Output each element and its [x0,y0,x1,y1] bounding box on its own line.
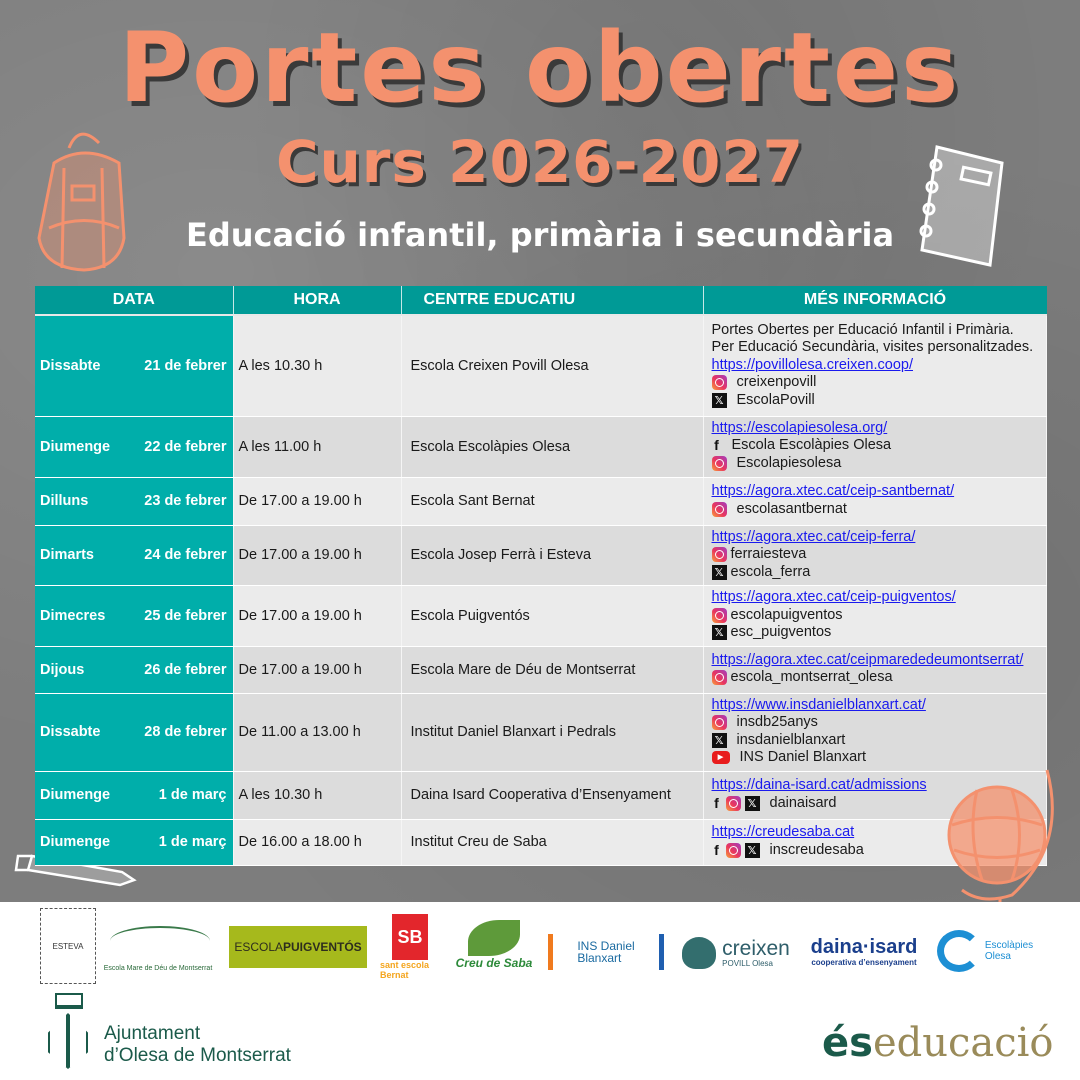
instagram-icon [712,715,727,730]
social-handle: Escolapiesolesa [736,454,842,471]
website-link[interactable]: https://agora.xtec.cat/ceip-puigventos/ [711,589,956,605]
table-row [35,646,1047,693]
x-icon: 𝕏 [712,625,727,640]
date-cell [35,819,233,865]
time-cell: De 16.00 a 18.00 h [233,819,401,865]
social-item[interactable] [712,374,1039,392]
table-row [35,477,1047,525]
date-label: 23 de febrer [144,493,227,509]
day-label: Diumenge [40,834,111,850]
logo-ferra-esteva: ESTEVA [40,908,96,984]
info-cell [703,586,1047,647]
date-cell [35,477,233,525]
logo-puigventos: ESCOLA PUIGVENTÓS [229,926,367,968]
centre-cell: Escola Mare de Déu de Montserrat [401,646,703,693]
social-handle: EscolaPovill [736,391,815,408]
social-handle: insdanielblanxart [736,731,846,748]
info-note: Per Educació Secundària, visites personalitzades. [711,339,1034,355]
column-header-hora: HORA [233,286,401,315]
time-cell: A les 10.30 h [233,315,401,416]
date-cell [35,646,233,693]
info-note: Portes Obertes per Educació Infantil i Primària. [711,321,1014,338]
date-cell [35,586,233,647]
notebook-icon [912,135,1012,275]
facebook-icon: f [714,437,719,454]
centre-cell: Institut Daniel Blanxart i Pedrals [401,693,703,771]
social-handle: INS Daniel Blanxart [739,749,867,765]
instagram-icon [712,502,727,517]
date-label: 1 de març [158,787,227,803]
website-link[interactable]: https://creudesaba.cat [711,824,855,840]
info-cell [703,416,1047,477]
x-icon[interactable]: 𝕏 [745,843,760,858]
instagram-icon [712,608,727,623]
centre-cell: Escola Creixen Povill Olesa [401,315,703,416]
centre-cell: Escola Puigventós [401,586,703,647]
social-handle: insdb25anys [736,714,818,730]
social-handle: escola_ferra [730,563,811,580]
logo-daniel-blanxart: INS Daniel Blanxart [548,934,664,970]
ajuntament-line1: Ajuntament [104,1023,201,1044]
date-label: 25 de febrer [144,607,227,624]
ajuntament-logo [48,993,291,1071]
social-handle: escola_montserrat_olesa [730,669,893,685]
time-cell: De 17.00 a 19.00 h [233,586,401,647]
poster-title: Portes obertes [118,12,962,124]
time-cell: A les 11.00 h [233,416,401,477]
day-label: Diumenge [40,438,111,455]
x-icon[interactable]: 𝕏 [745,796,760,811]
logo-mare-deu-montserrat: Escola Mare de Déu de Montserrat [98,922,218,972]
social-handle: creixenpovill [736,374,817,390]
table-header-row [35,286,1047,315]
poster-subtitle: Curs 2026-2027 [275,128,805,196]
column-header-centre: CENTRE EDUCATIU [401,286,703,315]
social-handle: escolasantbernat [736,500,847,517]
time-cell: De 17.00 a 19.00 h [233,525,401,586]
centre-cell: Escola Sant Bernat [401,477,703,525]
social-handle: ferraiesteva [730,546,807,562]
social-handle: escolapuigventos [730,606,843,623]
social-item[interactable] [712,437,1039,455]
date-label: 21 de febrer [144,357,227,374]
logo-creu-de-saba: Creu de Saba [452,910,536,980]
time-cell: De 17.00 a 19.00 h [233,477,401,525]
logo-sant-bernat: SB sant escola Bernat [380,908,440,986]
social-item[interactable] [712,732,1039,750]
info-cell [703,646,1047,693]
table-row [35,771,1047,819]
day-label: Diumenge [40,787,111,803]
instagram-icon [712,375,727,390]
instagram-icon[interactable] [726,796,741,811]
date-cell [35,416,233,477]
facebook-icon[interactable]: f [714,841,719,858]
instagram-icon [712,456,727,471]
website-link[interactable]: https://www.insdanielblanxart.cat/ [711,696,926,713]
centre-cell: Daina Isard Cooperativa d’Ensenyament [401,771,703,819]
social-item[interactable] [712,501,1039,519]
instagram-icon[interactable] [726,843,741,858]
instagram-icon [712,670,727,685]
backpack-icon [24,118,144,278]
table-row [35,416,1047,477]
social-item[interactable] [712,546,1039,564]
time-cell: De 11.00 a 13.00 h [233,693,401,771]
open-days-table [35,286,1047,866]
social-item[interactable] [712,392,1039,410]
eseducacio-logo: éseducació [822,1020,1054,1066]
day-label: Dijous [40,661,85,678]
time-cell: De 17.00 a 19.00 h [233,646,401,693]
social-handle: Escola Escolàpies Olesa [731,437,892,454]
date-cell [35,693,233,771]
social-item[interactable] [712,607,1039,625]
date-label: 28 de febrer [144,724,227,740]
column-header-data: DATA [35,286,233,315]
date-label: 1 de març [158,834,227,850]
website-link[interactable]: https://agora.xtec.cat/ceip-ferra/ [711,528,916,545]
x-icon: 𝕏 [712,565,727,580]
day-label: Dimarts [40,547,94,564]
date-label: 24 de febrer [144,547,227,564]
centre-cell: Escola Josep Ferrà i Esteva [401,525,703,586]
website-link[interactable]: https://agora.xtec.cat/ceipmarededeumontserrat/ [711,651,1024,668]
logo-creixen: creixen POVILL Olesa [675,932,797,974]
social-item[interactable] [712,564,1039,582]
social-item[interactable] [712,624,1039,642]
x-icon: 𝕏 [712,733,727,748]
date-label: 26 de febrer [144,661,227,678]
social-item[interactable] [712,714,1039,732]
info-cell [703,315,1047,416]
table-row [35,315,1047,416]
day-label: Dilluns [40,493,89,509]
logo-escolapies: Escolàpies Olesa [930,928,1040,974]
x-icon: 𝕏 [712,393,727,408]
social-handle: esc_puigventos [730,624,832,640]
date-cell [35,771,233,819]
instagram-icon [712,547,727,562]
poster-tagline: Educació infantil, primària i secundària [185,216,895,254]
social-handle: dainaisard [769,794,837,811]
facebook-icon[interactable]: f [714,794,719,811]
date-cell [35,315,233,416]
centre-cell: Institut Creu de Saba [401,819,703,865]
website-link[interactable]: https://escolapiesolesa.org/ [711,419,888,436]
info-cell [703,693,1047,771]
table-row [35,586,1047,647]
table-row [35,693,1047,771]
logo-daina-isard: daina·isard cooperativa d’ensenyament [810,936,918,967]
day-label: Dimecres [40,607,106,624]
website-link[interactable]: https://agora.xtec.cat/ceip-santbernat/ [711,483,955,499]
info-cell [703,525,1047,586]
youtube-icon: ▶ [712,751,730,764]
social-item[interactable] [712,455,1039,473]
table-row [35,525,1047,586]
ajuntament-line2: d’Olesa de Montserrat [104,1045,291,1066]
date-label: 22 de febrer [144,438,227,455]
social-item[interactable] [712,749,1039,767]
table-row [35,819,1047,865]
column-header-info: MÉS INFORMACIÓ [703,286,1047,315]
coat-of-arms-icon [48,993,90,1071]
website-link[interactable]: https://daina-isard.cat/admissions [711,777,927,793]
time-cell: A les 10.30 h [233,771,401,819]
info-cell [703,477,1047,525]
website-link[interactable]: https://povillolesa.creixen.coop/ [711,356,913,373]
centre-cell: Escola Escolàpies Olesa [401,416,703,477]
date-cell [35,525,233,586]
day-label: Dissabte [40,357,101,374]
social-item[interactable] [712,669,1039,687]
day-label: Dissabte [40,724,101,740]
social-handle: inscreudesaba [769,841,864,858]
